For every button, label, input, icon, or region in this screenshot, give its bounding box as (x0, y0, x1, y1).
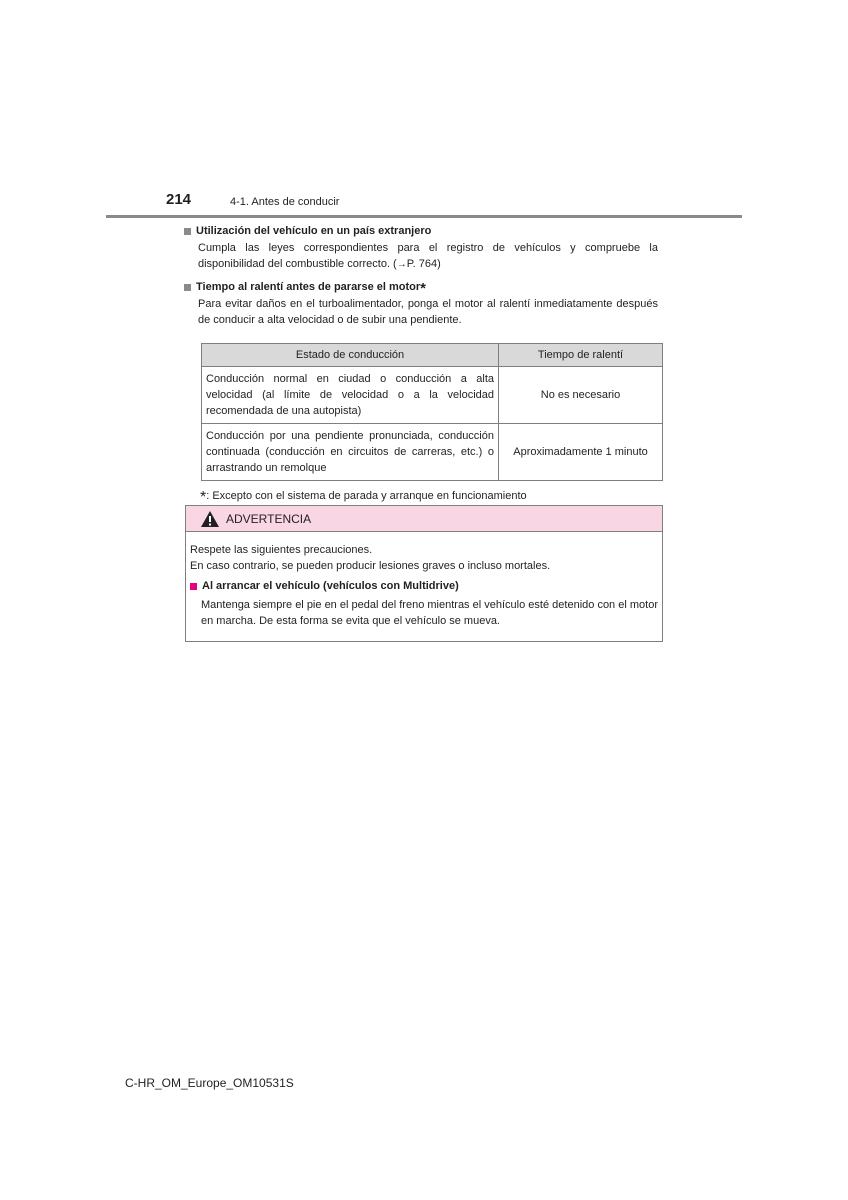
square-bullet-icon (184, 228, 191, 235)
table-row (202, 424, 663, 481)
warning-subheading (190, 578, 658, 594)
warning-paragraph: Mantenga siempre el pie en el pedal del freno mientras el vehículo esté detenido con el motor en marcha. De esta forma se evita que el vehículo se mueva. (201, 599, 658, 627)
warning-triangle-icon (200, 510, 220, 528)
table-cell: Conducción por una pendiente pronunciada, conducción continuada (conducción en circuitos de carreras, etc.) o arrastrando un remolque (202, 424, 499, 481)
warning-header (186, 506, 662, 532)
column-header: Estado de conducción (202, 344, 499, 367)
warning-line: Respete las siguientes precauciones. (190, 544, 373, 556)
asterisk-mark: * (200, 489, 207, 506)
subheading-idle-time: Tiempo al ralentí antes de pararse el motor * (184, 281, 664, 293)
table-cell: Conducción normal en ciudad o conducción a alta velocidad (al límite de velocidad o a la velocidad recomendada de una autopista) (202, 367, 499, 424)
subheading-text: Utilización del vehículo en un país extranjero (196, 225, 432, 237)
table-row (202, 367, 663, 424)
pink-square-bullet-icon (190, 583, 197, 590)
column-header: Tiempo de ralentí (499, 344, 663, 367)
warning-body (186, 532, 662, 641)
warning-box (185, 505, 663, 642)
header-rule (106, 215, 742, 218)
section-title: 4-1. Antes de conducir (230, 196, 340, 208)
arrow-right-icon: → (396, 259, 407, 270)
square-bullet-icon (184, 284, 191, 291)
table-cell: No es necesario (499, 367, 663, 424)
table-header-row (202, 344, 663, 367)
warning-line: En caso contrario, se pueden producir lesiones graves o incluso mortales. (190, 560, 551, 572)
subheading-foreign-use (184, 225, 664, 237)
footnote-text: : Excepto con el sistema de parada y arranque en funcionamiento (206, 490, 527, 502)
main-content (184, 225, 664, 504)
footnote (200, 486, 664, 504)
warning-subheading-text: Al arrancar el vehículo (vehículos con Multidrive) (202, 580, 459, 592)
document-code: C-HR_OM_Europe_OM10531S (125, 1076, 294, 1090)
page-reference-link[interactable]: P. 764) (406, 258, 441, 270)
table-cell: Aproximadamente 1 minuto (499, 424, 663, 481)
paragraph-foreign-use: Cumpla las leyes correspondientes para el registro de vehículos y compruebe la disponibilidad del combustible correcto. (→P. 764) (198, 242, 658, 270)
paragraph-idle-time: Para evitar daños en el turboalimentador, ponga el motor al ralentí inmediatamente después de conducir a alta velocidad o de subir una pendiente. (198, 298, 658, 326)
warning-title: ADVERTENCIA (226, 511, 312, 526)
page-number: 214 (166, 191, 192, 208)
idle-time-table (201, 343, 663, 481)
subheading-text: Tiempo al ralentí antes de pararse el motor (196, 281, 421, 293)
